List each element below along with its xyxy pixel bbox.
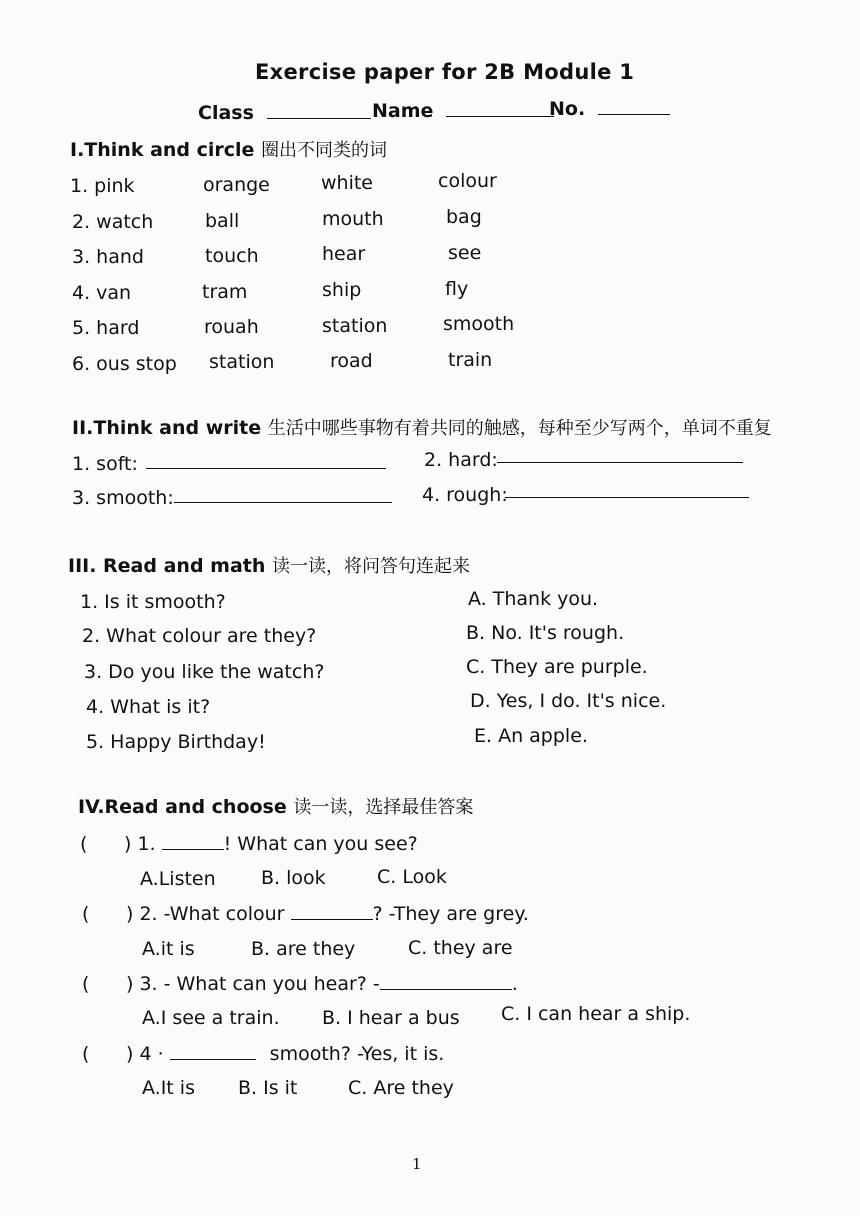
section-1-instruction: 圈出不同类的词 bbox=[261, 140, 388, 161]
section-2-title: II.Think and write bbox=[72, 417, 262, 439]
smooth-answer-line[interactable] bbox=[174, 502, 392, 503]
word-cell[interactable]: rouah bbox=[204, 316, 259, 338]
word-cell[interactable]: fly bbox=[445, 278, 469, 300]
option-c[interactable]: C. I can hear a ship. bbox=[501, 1003, 691, 1025]
match-answer[interactable]: E. An apple. bbox=[474, 725, 588, 747]
match-answer[interactable]: B. No. It's rough. bbox=[466, 622, 625, 644]
word-cell[interactable]: mouth bbox=[322, 208, 384, 230]
option-a[interactable]: A.I see a train. bbox=[142, 1007, 280, 1029]
word-cell[interactable]: tram bbox=[202, 281, 248, 303]
question-text: ! What can you see? bbox=[223, 833, 418, 855]
option-c[interactable]: C. they are bbox=[408, 937, 513, 959]
word-cell[interactable]: station bbox=[209, 351, 275, 373]
word-cell[interactable]: white bbox=[321, 172, 373, 194]
class-field bbox=[198, 100, 371, 125]
question-text: . bbox=[511, 973, 518, 995]
word-cell[interactable]: 4. van bbox=[72, 282, 132, 304]
smooth-label: 3. smooth: bbox=[72, 487, 174, 509]
name-blank[interactable] bbox=[446, 98, 554, 117]
question-blank[interactable] bbox=[170, 1041, 256, 1060]
page-number: 1 bbox=[412, 1155, 422, 1173]
answer-paren[interactable]: ( bbox=[82, 1043, 90, 1065]
word-cell[interactable]: station bbox=[322, 315, 388, 337]
rough-label: 4. rough: bbox=[422, 484, 508, 506]
question-2 bbox=[126, 901, 529, 926]
section-1-title: I.Think and circle bbox=[70, 139, 255, 161]
word-cell[interactable]: see bbox=[448, 242, 482, 264]
question-number: ) 3. - What can you hear? - bbox=[126, 973, 380, 995]
option-b[interactable]: B. look bbox=[261, 867, 326, 889]
word-cell[interactable]: ball bbox=[205, 210, 240, 232]
rough-answer-line[interactable] bbox=[505, 497, 749, 498]
word-cell[interactable]: hear bbox=[322, 243, 366, 265]
option-b[interactable]: B. Is it bbox=[238, 1077, 298, 1099]
question-text: smooth? -Yes, it is. bbox=[269, 1043, 445, 1065]
section-3-title: III. Read and math bbox=[68, 555, 266, 577]
word-cell[interactable]: bag bbox=[446, 206, 482, 228]
answer-paren[interactable]: ( bbox=[80, 833, 88, 855]
section-2-instruction: 生活中哪些事物有着共同的触感，每种至少写两个，单词不重复 bbox=[267, 418, 772, 439]
match-answer[interactable]: A. Thank you. bbox=[468, 588, 599, 610]
match-question[interactable]: 3. Do you like the watch? bbox=[84, 661, 325, 683]
hard-label: 2. hard: bbox=[424, 449, 498, 471]
section-3-heading bbox=[68, 554, 470, 579]
question-text: ? -They are grey. bbox=[372, 903, 529, 925]
word-cell[interactable]: 2. watch bbox=[72, 211, 154, 233]
match-question[interactable]: 2. What colour are they? bbox=[82, 625, 317, 647]
question-1 bbox=[124, 831, 418, 856]
number-blank[interactable] bbox=[598, 96, 670, 115]
number-label: No. bbox=[549, 98, 586, 120]
word-cell[interactable]: 1. pink bbox=[70, 175, 135, 197]
soft-label: 1. soft: bbox=[72, 453, 138, 475]
class-label: Class bbox=[198, 102, 254, 124]
section-4-title: IV.Read and choose bbox=[78, 796, 287, 818]
match-answer[interactable]: C. They are purple. bbox=[466, 656, 648, 678]
question-4 bbox=[126, 1041, 444, 1066]
name-field bbox=[372, 98, 554, 123]
word-cell[interactable]: touch bbox=[205, 245, 259, 267]
match-question[interactable]: 1. Is it smooth? bbox=[80, 591, 226, 613]
word-cell[interactable]: ship bbox=[322, 279, 362, 301]
option-a[interactable]: A.Listen bbox=[140, 868, 216, 890]
hard-answer-line[interactable] bbox=[497, 462, 743, 463]
soft-answer-line[interactable] bbox=[146, 468, 386, 469]
match-answer[interactable]: D. Yes, I do. It's nice. bbox=[470, 690, 667, 712]
word-cell[interactable]: 3. hand bbox=[72, 246, 144, 268]
option-c[interactable]: C. Look bbox=[377, 866, 447, 888]
question-number: ) 1. bbox=[124, 833, 156, 855]
option-c[interactable]: C. Are they bbox=[348, 1077, 454, 1099]
section-3-instruction: 读一读，将问答句连起来 bbox=[272, 556, 471, 577]
word-cell[interactable]: 5. hard bbox=[72, 317, 140, 339]
option-b[interactable]: B. are they bbox=[251, 938, 356, 960]
word-cell[interactable]: 6. ous stop bbox=[72, 353, 177, 375]
question-blank[interactable] bbox=[380, 971, 512, 990]
name-label: Name bbox=[372, 100, 434, 122]
class-blank[interactable] bbox=[267, 100, 371, 119]
word-cell[interactable]: road bbox=[330, 350, 373, 372]
section-4-heading bbox=[78, 795, 473, 820]
number-field bbox=[549, 96, 670, 121]
section-4-instruction: 读一读，选择最佳答案 bbox=[293, 797, 474, 818]
word-cell[interactable]: colour bbox=[438, 170, 497, 192]
question-number: ) 2. -What colour bbox=[126, 903, 285, 925]
question-number: ) 4 · bbox=[126, 1043, 164, 1065]
question-3 bbox=[126, 971, 518, 996]
option-a[interactable]: A.It is bbox=[142, 1077, 195, 1099]
answer-paren[interactable]: ( bbox=[82, 903, 90, 925]
word-cell[interactable]: smooth bbox=[443, 313, 515, 335]
section-1-heading bbox=[70, 138, 387, 163]
question-blank[interactable] bbox=[162, 831, 224, 850]
page-title: Exercise paper for 2B Module 1 bbox=[255, 60, 635, 84]
option-a[interactable]: A.it is bbox=[142, 938, 195, 960]
option-b[interactable]: B. I hear a bus bbox=[322, 1007, 460, 1029]
word-cell[interactable]: train bbox=[448, 349, 493, 371]
section-2-heading bbox=[72, 416, 772, 441]
answer-paren[interactable]: ( bbox=[82, 973, 90, 995]
match-question[interactable]: 5. Happy Birthday! bbox=[86, 731, 266, 753]
match-question[interactable]: 4. What is it? bbox=[86, 696, 211, 718]
word-cell[interactable]: orange bbox=[203, 174, 270, 196]
question-blank[interactable] bbox=[291, 901, 373, 920]
